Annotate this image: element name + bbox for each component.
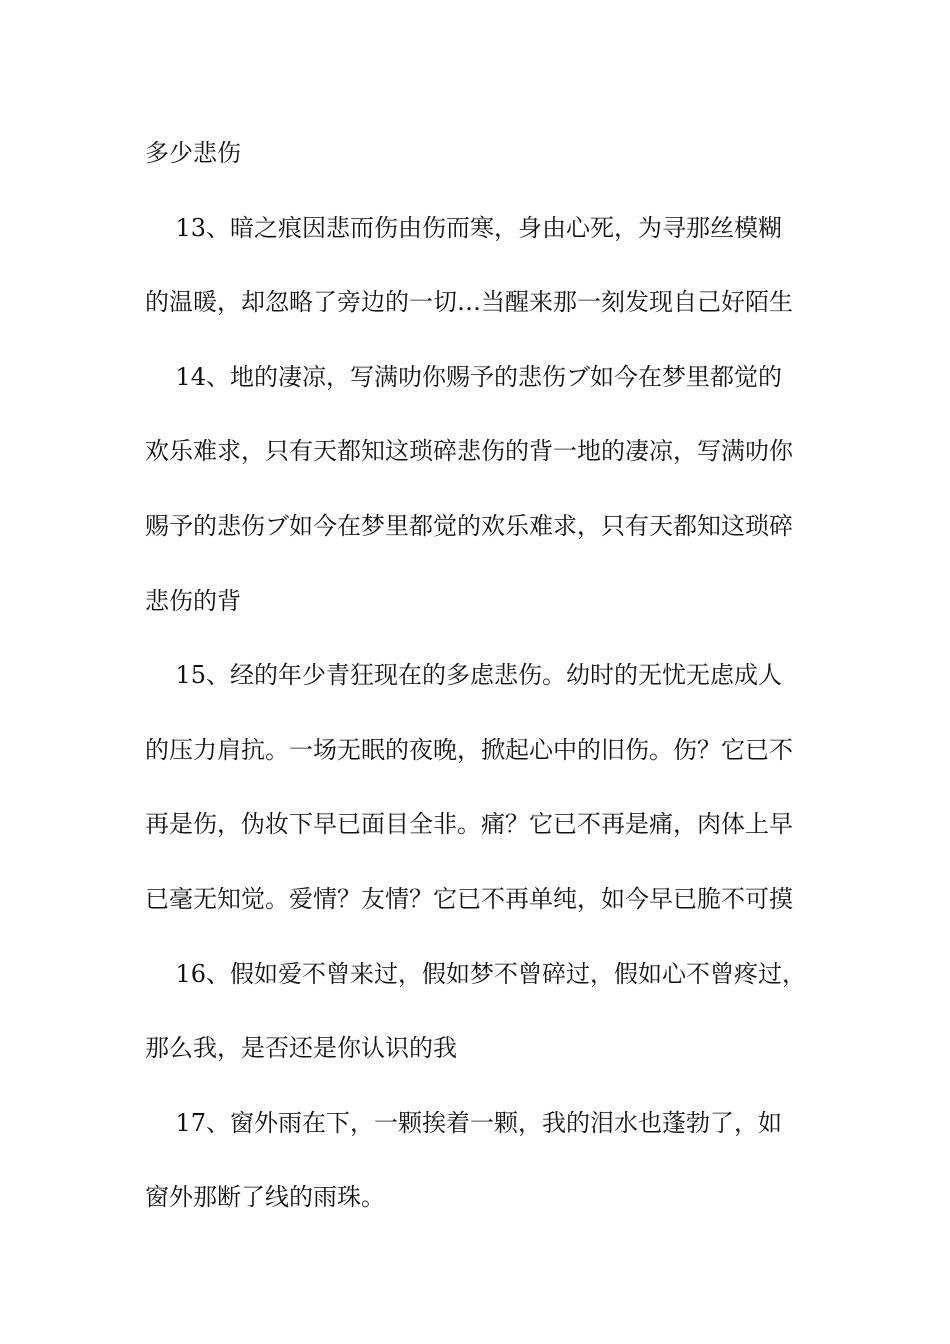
text-line: 的温暖，却忽略了旁边的一切…当醒来那一刻发现自己好陌生 — [145, 288, 793, 317]
text-line: 15、经的年少青狂现在的多虑悲伤。幼时的无忧无虑成人 — [145, 661, 783, 690]
text-line: 窗外那断了线的雨珠。 — [145, 1183, 385, 1212]
text-line: 赐予的悲伤ブ如今在梦里都觉的欢乐难求，只有天都知这琐碎 — [145, 511, 793, 540]
document-body — [145, 126, 825, 1245]
text-line: 已毫无知觉。爱情？友情？它已不再单纯，如今早已脆不可摸 — [145, 884, 793, 913]
text-line: 13、暗之痕因悲而伤由伤而寒，身由心死，为寻那丝模糊 — [145, 213, 783, 242]
text-line: 悲伤的背 — [145, 586, 241, 615]
text-line: 那么我，是否还是你认识的我 — [145, 1034, 457, 1063]
text-line: 17、窗外雨在下，一颗挨着一颗，我的泪水也蓬勃了，如 — [145, 1108, 783, 1137]
text-line: 再是伤，伪妆下早已面目全非。痛？它已不再是痛，肉体上早 — [145, 810, 793, 839]
text-line: 多少悲伤 — [145, 139, 241, 167]
text-line: 14、地的凄凉，写满叻你赐予的悲伤ブ如今在梦里都觉的 — [145, 362, 783, 391]
text-line: 欢乐难求，只有天都知这琐碎悲伤的背一地的凄凉，写满叻你 — [145, 437, 793, 466]
text-line: 16、假如爱不曾来过，假如梦不曾碎过，假如心不曾疼过， — [145, 959, 807, 988]
text-line: 的压力肩抗。一场无眠的夜晚，掀起心中的旧伤。伤？它已不 — [145, 735, 793, 764]
